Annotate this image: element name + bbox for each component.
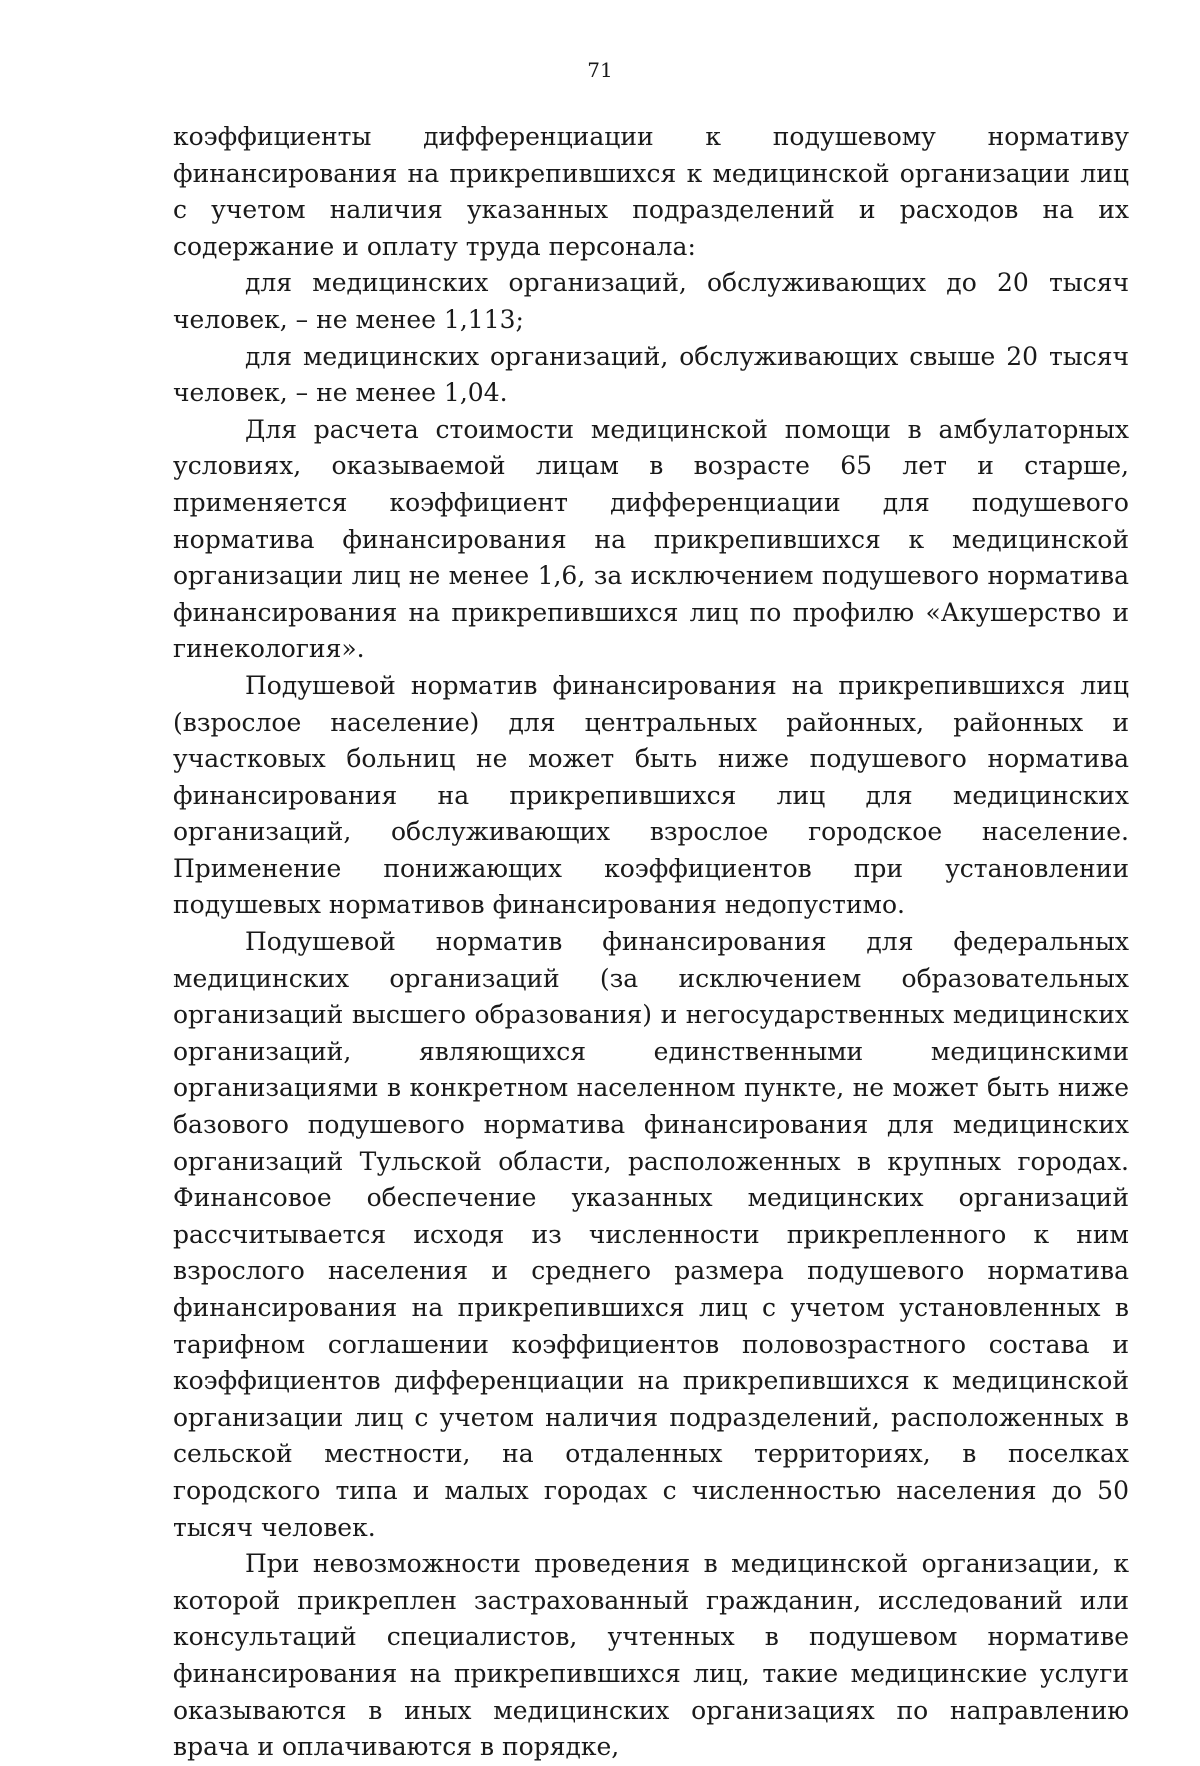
paragraph-referral-services: При невозможности проведения в медицинской организации, к которой прикреплен застрахованный гражданин, исследований или консультаций специалистов, учтенных в подушевом нормативе финансирования на прикрепившихся лиц, такие медицинские услуги оказываются в иных медицинских организациях по направлению врача и оплачиваются в порядке, [173,1549,1129,1762]
paragraph-over-20k: для медицинских организаций, обслуживающих свыше 20 тысяч человек, – не менее 1,04. [173,341,1129,408]
paragraph-federal-organizations: Подушевой норматив финансирования для федеральных медицинских организаций (за исключением образовательных организаций высшего образования) и негосударственных медицинских организаций, являющихся единственными медицинскими организациями в конкретном населенном пункте, не может быть ниже базового подушевого норматива финансирования для медицинских организаций Тульской области, расположенных в крупных городах. Финансовое обеспечение указанных медицинских организаций рассчитывается исходя из численности прикрепленного к ним взрослого населения и среднего размера подушевого норматива финансирования на прикрепившихся лиц с учетом установленных в тарифном соглашении коэффициентов половозрастного состава и коэффициентов дифференциации на прикрепившихся к медицинской организации лиц с учетом наличия подразделений, расположенных в сельской местности, на отдаленных территориях, в поселках городского типа и малых городах с численностью населения до 50 тысяч человек. [173,927,1129,1542]
body-text [173,119,1129,1766]
page-number: 71 [587,58,613,82]
paragraph-age-65-coefficient: Для расчета стоимости медицинской помощи в амбулаторных условиях, оказываемой лицам в возрасте 65 лет и старше, применяется коэффициент дифференциации для подушевого норматива финансирования на прикрепившихся к медицинской организации лиц не менее 1,6, за исключением подушевого норматива финансирования на прикрепившихся лиц по профилю «Акушерство и гинекология». [173,414,1129,664]
paragraph-up-to-20k: для медицинских организаций, обслуживающих до 20 тысяч человек, – не менее 1,113; [173,268,1129,334]
paragraph-coefficients-intro: коэффициенты дифференциации к подушевому нормативу финансирования на прикрепившихся к медицинской организации лиц с учетом наличия указанных подразделений и расходов на их содержание и оплату труда персонала: [173,122,1129,261]
paragraph-rural-hospitals: Подушевой норматив финансирования на прикрепившихся лиц (взрослое население) для центральных районных, районных и участковых больниц не может быть ниже подушевого норматива финансирования на прикрепившихся лиц для медицинских организаций, обслуживающих взрослое городское население. Применение понижающих коэффициентов при установлении подушевых нормативов финансирования недопустимо. [173,670,1129,920]
